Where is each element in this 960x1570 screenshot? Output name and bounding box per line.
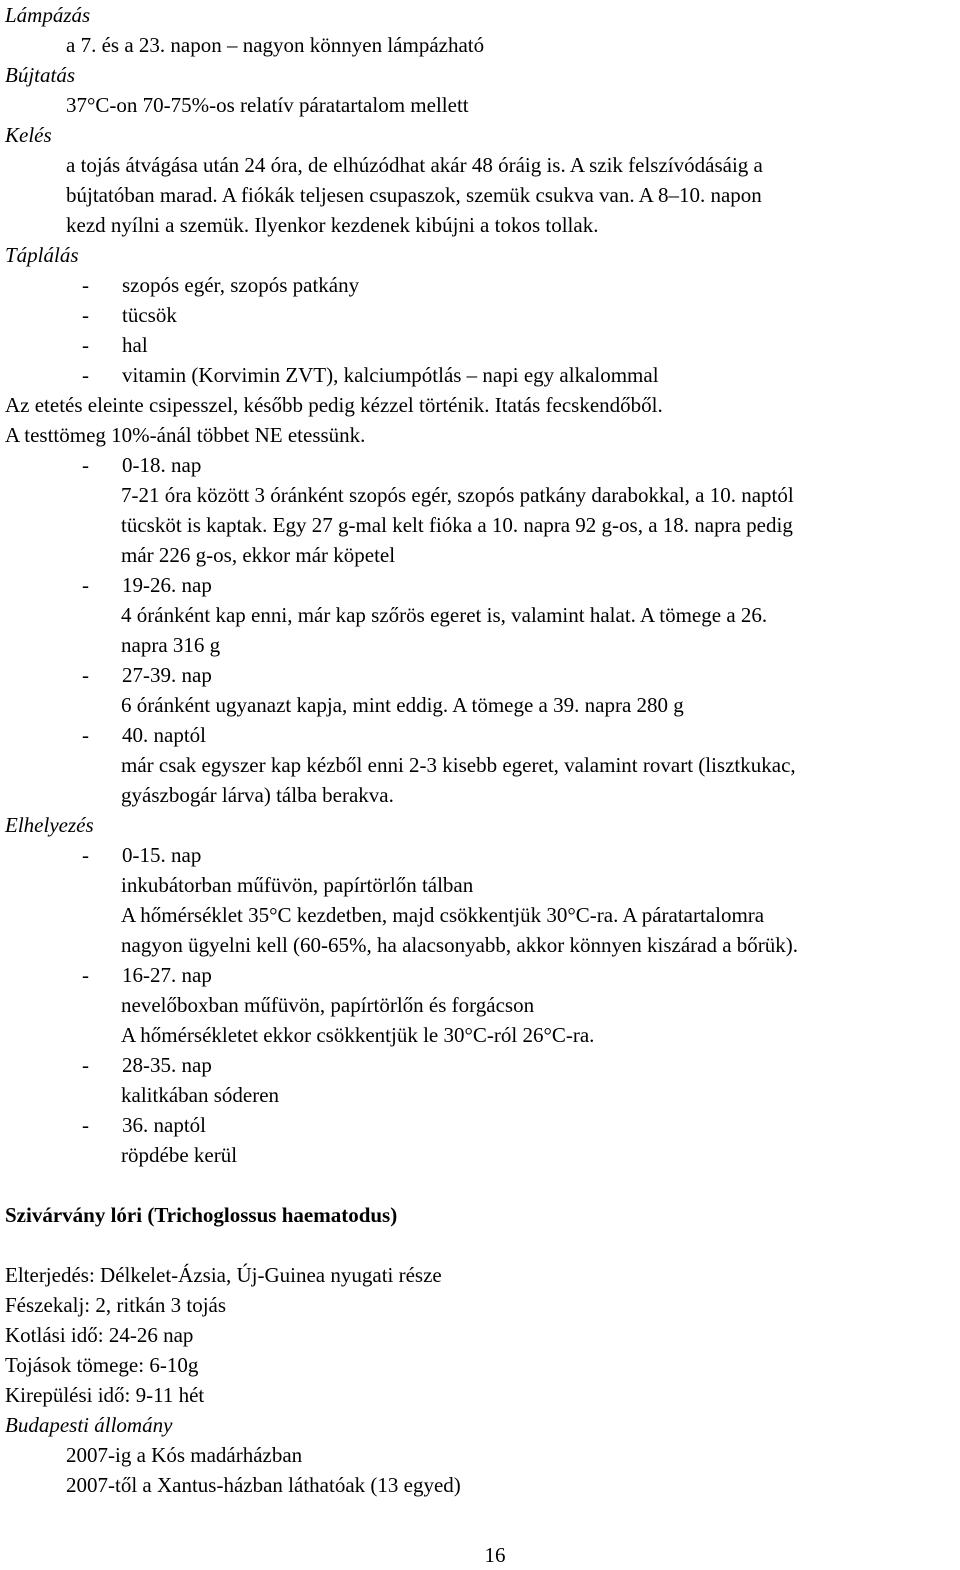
species-fact: Kotlási idő: 24-26 nap: [5, 1323, 194, 1347]
list-item: [5, 300, 957, 330]
phase-line: A hőmérséklet 35°C kezdetben, majd csökkentjük 30°C-ra. A páratartalomra: [121, 903, 765, 927]
phase-line: kalitkában sóderen: [121, 1083, 280, 1107]
dash-marker: -: [82, 333, 89, 357]
phase-line: gyászbogár lárva) tálba berakva.: [121, 783, 394, 807]
phase-line: röpdébe kerül: [121, 1143, 238, 1167]
keles-line: a tojás átvágása után 24 óra, de elhúzódhat akár 48 óráig is. A szik felszívódásáig a: [66, 153, 763, 177]
phase-line: 6 óránként ugyanazt kapja, mint eddig. A tömege a 39. napra 280 g: [121, 693, 684, 717]
dash-marker: -: [82, 723, 89, 747]
blank-line: [5, 1230, 957, 1260]
phase-label: [5, 660, 957, 690]
section-heading-taplalas: Táplálás: [5, 243, 79, 267]
phase-label-text: 36. naptól: [122, 1113, 206, 1137]
list-item-text: szopós egér, szopós patkány: [122, 273, 360, 297]
list-item-text: vitamin (Korvimin ZVT), kalciumpótlás – napi egy alkalommal: [122, 363, 659, 387]
keles-line: kezd nyílni a szemük. Ilyenkor kezdenek kibújni a tokos tollak.: [66, 213, 599, 237]
dash-marker: -: [82, 663, 89, 687]
list-item-text: hal: [122, 333, 148, 357]
dash-marker: -: [82, 453, 89, 477]
phase-label: [5, 570, 957, 600]
phase-line: tücsköt is kaptak. Egy 27 g-mal kelt fióka a 10. napra 92 g-os, a 18. napra pedig: [121, 513, 793, 537]
phase-line: már 226 g-os, ekkor már köpetel: [121, 543, 396, 567]
budapest-line: 2007-től a Xantus-házban láthatóak (13 egyed): [66, 1473, 461, 1497]
phase-label-text: 0-15. nap: [122, 843, 202, 867]
keles-line: bújtatóban marad. A fiókák teljesen csupaszok, szemük csukva van. A 8–10. napon: [66, 183, 762, 207]
dash-marker: -: [82, 573, 89, 597]
dash-marker: -: [82, 1053, 89, 1077]
phase-label: [5, 720, 957, 750]
phase-line: 7-21 óra között 3 óránként szopós egér, szopós patkány darabokkal, a 10. naptól: [121, 483, 794, 507]
dash-marker: -: [82, 363, 89, 387]
section-heading-budapest: Budapesti állomány: [5, 1413, 173, 1437]
phase-line: napra 316 g: [121, 633, 221, 657]
phase-label: [5, 960, 957, 990]
page-number: 16: [484, 1543, 506, 1567]
phase-label: [5, 1110, 957, 1140]
phase-label: [5, 840, 957, 870]
phase-line: inkubátorban műfüvön, papírtörlőn tálban: [121, 873, 474, 897]
phase-line: nevelőboxban műfüvön, papírtörlőn és forgácson: [121, 993, 535, 1017]
phase-line: nagyon ügyelni kell (60-65%, ha alacsonyabb, akkor könnyen kiszárad a bőrük).: [121, 933, 799, 957]
list-item: [5, 330, 957, 360]
section-heading-lampazas: Lámpázás: [5, 3, 91, 27]
phase-label: [5, 1050, 957, 1080]
dash-marker: -: [82, 963, 89, 987]
blank-line: [5, 1170, 957, 1200]
dash-marker: -: [82, 1113, 89, 1137]
phase-label-text: 0-18. nap: [122, 453, 202, 477]
species-fact: Fészekalj: 2, ritkán 3 tojás: [5, 1293, 227, 1317]
species-title: Szivárvány lóri (Trichoglossus haematodus): [5, 1203, 398, 1227]
phase-label-text: 16-27. nap: [122, 963, 212, 987]
list-item: [5, 270, 957, 300]
taplalas-note: Az etetés eleinte csipesszel, később pedig kézzel történik. Itatás fecskendőből.: [5, 393, 663, 417]
section-heading-keles: Kelés: [5, 123, 52, 147]
section-heading-bujtatas: Bújtatás: [5, 63, 76, 87]
section-heading-elhelyezes: Elhelyezés: [5, 813, 94, 837]
phase-line: A hőmérsékletet ekkor csökkentjük le 30°C-ról 26°C-ra.: [121, 1023, 595, 1047]
list-item-text: tücsök: [122, 303, 177, 327]
phase-label-text: 28-35. nap: [122, 1053, 212, 1077]
phase-label-text: 40. naptól: [122, 723, 206, 747]
phase-line: 4 óránként kap enni, már kap szőrös egeret is, valamint halat. A tömege a 26.: [121, 603, 768, 627]
species-fact: Tojások tömege: 6-10g: [5, 1353, 199, 1377]
species-fact: Elterjedés: Délkelet-Ázsia, Új-Guinea nyugati része: [5, 1263, 442, 1287]
phase-label: [5, 450, 957, 480]
document-page: [5, 0, 957, 1500]
lampazas-text: a 7. és a 23. napon – nagyon könnyen lámpázható: [66, 33, 485, 57]
dash-marker: -: [82, 303, 89, 327]
taplalas-note: A testtömeg 10%-ánál többet NE etessünk.: [5, 423, 366, 447]
phase-line: már csak egyszer kap kézből enni 2-3 kisebb egeret, valamint rovart (lisztkukac,: [121, 753, 796, 777]
budapest-line: 2007-ig a Kós madárházban: [66, 1443, 303, 1467]
phase-label-text: 27-39. nap: [122, 663, 212, 687]
dash-marker: -: [82, 273, 89, 297]
list-item: [5, 360, 957, 390]
dash-marker: -: [82, 843, 89, 867]
phase-label-text: 19-26. nap: [122, 573, 212, 597]
bujtatas-text: 37°C-on 70-75%-os relatív páratartalom mellett: [66, 93, 469, 117]
species-fact: Kirepülési idő: 9-11 hét: [5, 1383, 205, 1407]
